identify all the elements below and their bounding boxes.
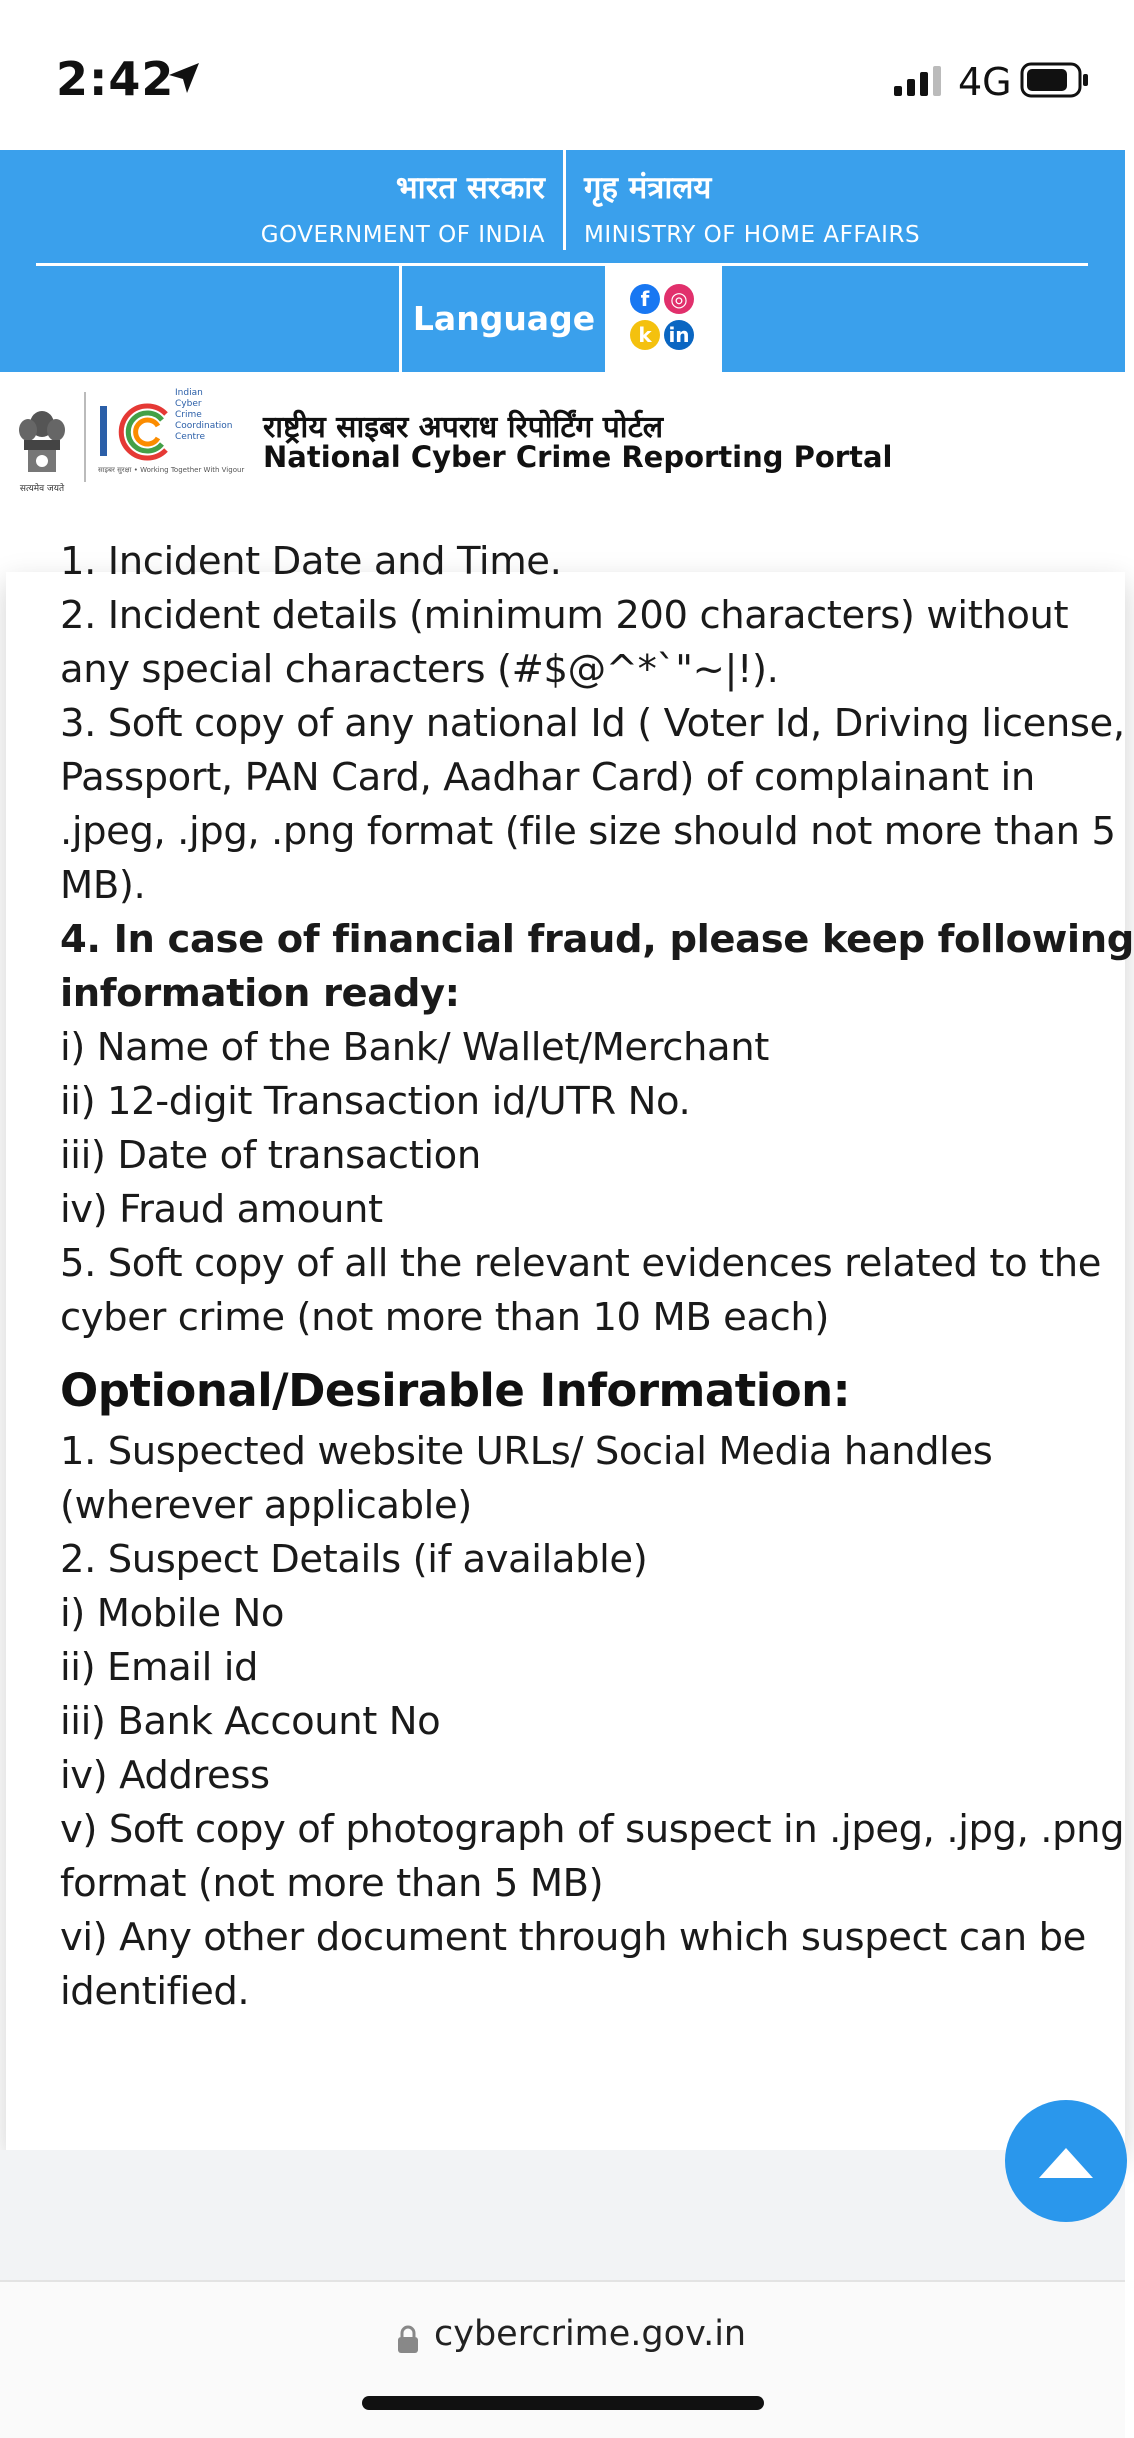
status-time: 2:42 [56, 52, 175, 106]
i4c-line: Coordination [175, 421, 233, 431]
ministry-english-label: MINISTRY OF HOME AFFAIRS [584, 222, 921, 248]
koo-icon[interactable]: k [630, 320, 660, 350]
optional-line: vi) Any other document through which suspect can be [60, 1915, 1086, 1960]
info-line: Passport, PAN Card, Aadhar Card) of complainant in [60, 755, 1035, 800]
info-line: 3. Soft copy of any national Id ( Voter Id, Driving license, [60, 701, 1125, 746]
browser-address-bar[interactable] [0, 2280, 1125, 2438]
i4c-logo-icon [96, 400, 176, 464]
location-arrow-icon [166, 60, 202, 96]
info-line: ii) 12-digit Transaction id/UTR No. [60, 1079, 691, 1124]
info-line: cyber crime (not more than 10 MB each) [60, 1295, 830, 1340]
portal-title-hindi: राष्ट्रीय साइबर अपराध रिपोर्टिंग पोर्टल [263, 410, 664, 445]
optional-line: v) Soft copy of photograph of suspect in .jpeg, .jpg, .png [60, 1807, 1125, 1852]
i4c-line: Indian [175, 388, 203, 398]
info-line: iv) Fraud amount [60, 1187, 383, 1232]
i4c-tagline: साइबर सुरक्षा • Working Together With Vigour [98, 466, 245, 474]
info-line: .jpeg, .jpg, .png format (file size should not more than 5 [60, 809, 1116, 854]
social-links [608, 266, 722, 372]
ministry-home-affairs [584, 166, 920, 248]
optional-line: i) Mobile No [60, 1591, 285, 1636]
info-line: 1. Incident Date and Time. [60, 539, 562, 584]
url-text[interactable]: cybercrime.gov.in [434, 2314, 747, 2354]
info-line: 2. Incident details (minimum 200 characters) without [60, 593, 1069, 638]
ministry-hindi-label: गृह मंत्रालय [584, 170, 712, 206]
chevron-up-icon [1005, 2100, 1127, 2222]
scroll-to-top-button[interactable] [1005, 2100, 1127, 2222]
i4c-name [175, 388, 233, 443]
state-emblem-icon [14, 408, 70, 480]
header-divider [563, 150, 566, 250]
information-list [60, 535, 1134, 2019]
logo-separator [84, 392, 86, 482]
gov-hindi-label: भारत सरकार [395, 170, 545, 206]
optional-heading: Optional/Desirable Information: [60, 1364, 851, 1417]
info-line: information ready: [60, 971, 460, 1016]
information-card [6, 539, 1134, 2150]
info-line: iii) Date of transaction [60, 1133, 481, 1178]
i4c-line: Cyber [175, 399, 202, 409]
cellular-signal-icon [894, 66, 944, 96]
page-background [0, 2150, 1125, 2280]
home-indicator[interactable] [362, 2396, 764, 2410]
emblem-caption: सत्यमेव जयते [19, 484, 65, 494]
optional-line: (wherever applicable) [60, 1483, 472, 1528]
linkedin-icon[interactable]: in [664, 320, 694, 350]
optional-line: iv) Address [60, 1753, 270, 1798]
lock-icon [396, 2324, 420, 2354]
facebook-icon[interactable]: f [630, 284, 660, 314]
optional-line: iii) Bank Account No [60, 1699, 441, 1744]
portal-title-english: National Cyber Crime Reporting Portal [263, 440, 893, 474]
government-of-india [261, 166, 545, 248]
info-line: any special characters (#$@^*`"~|!). [60, 647, 779, 692]
info-line: 5. Soft copy of all the relevant evidences related to the [60, 1241, 1102, 1286]
optional-line: identified. [60, 1969, 250, 2014]
status-bar [0, 0, 1125, 150]
i4c-line: Crime [175, 410, 202, 420]
optional-line: 1. Suspected website URLs/ Social Media handles [60, 1429, 993, 1474]
i4c-line: Centre [175, 432, 206, 442]
optional-line: format (not more than 5 MB) [60, 1861, 604, 1906]
info-line: 4. In case of financial fraud, please keep following [60, 917, 1134, 962]
info-line: MB). [60, 863, 146, 908]
network-type: 4G [958, 60, 1012, 104]
instagram-icon[interactable]: ◎ [664, 284, 694, 314]
gov-english-label: GOVERNMENT OF INDIA [260, 222, 545, 248]
optional-line: 2. Suspect Details (if available) [60, 1537, 648, 1582]
battery-icon [1020, 62, 1090, 98]
language-divider-left [399, 266, 402, 372]
optional-line: ii) Email id [60, 1645, 259, 1690]
language-button[interactable]: Language [412, 299, 596, 338]
info-line: i) Name of the Bank/ Wallet/Merchant [60, 1025, 769, 1070]
